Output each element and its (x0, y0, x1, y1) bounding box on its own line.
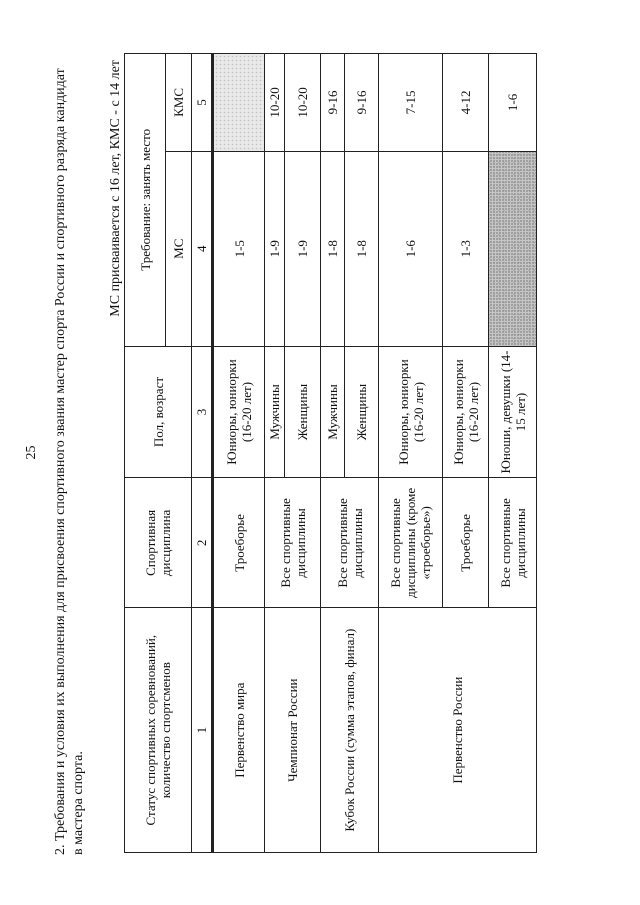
column-number: 3 (192, 346, 213, 478)
table-row (321, 54, 345, 853)
ms-cell: 1-9 (285, 151, 321, 346)
gender-age-cell: Мужчины (265, 346, 285, 478)
gender-age-cell: Юниоры, юниорки (16-20 лет) (379, 346, 443, 478)
ms-cell: 1-8 (345, 151, 379, 346)
assignment-age-note: МС присваивается с 16 лет, КМС - с 14 лет (108, 60, 123, 317)
table-row (265, 54, 285, 853)
header-row (125, 54, 166, 853)
ms-cell-shaded (489, 151, 537, 346)
discipline-cell: Все спортивные дисциплины (489, 478, 537, 608)
column-number: 1 (192, 608, 213, 853)
kms-cell: 9-16 (321, 54, 345, 152)
requirements-table (124, 53, 537, 853)
intro-paragraph: 2. Требования и условия их выполнения для присвоения спортивного звания мастер спорта России и спортивного разряда кандидат в мастера спорта. (53, 68, 86, 855)
gender-age-cell: Женщины (345, 346, 379, 478)
gender-age-cell: Женщины (285, 346, 321, 478)
table-row (379, 54, 443, 853)
ms-cell: 1-3 (443, 151, 489, 346)
header-kms: КМС (166, 54, 192, 152)
discipline-cell: Все спортивные дисциплины (265, 478, 321, 608)
header-status: Статус спортивных соревнований, количество спортсменов (125, 608, 192, 853)
ms-cell: 1-5 (213, 151, 265, 346)
column-number-row (192, 54, 213, 853)
table-row (213, 54, 265, 853)
kms-cell: 10-20 (265, 54, 285, 152)
discipline-cell: Троеборье (213, 478, 265, 608)
ms-cell: 1-9 (265, 151, 285, 346)
header-requirement: Требование: занять место (125, 54, 166, 347)
gender-age-cell: Юниоры, юниорки (16-20 лет) (213, 346, 265, 478)
gender-age-cell: Мужчины (321, 346, 345, 478)
status-cell: Первенство мира (213, 608, 265, 853)
ms-cell: 1-6 (379, 151, 443, 346)
status-cell: Первенство России (379, 608, 537, 853)
column-number: 4 (192, 151, 213, 346)
kms-cell: 9-16 (345, 54, 379, 152)
header-ms: МС (166, 151, 192, 346)
kms-cell: 1-6 (489, 54, 537, 152)
gender-age-cell: Юноши, девушки (14-15 лет) (489, 346, 537, 478)
kms-cell-shaded (213, 54, 265, 152)
status-cell: Кубок России (сумма этапов, финал) (321, 608, 379, 853)
header-discipline: Спортивная дисциплина (125, 478, 192, 608)
ms-cell: 1-8 (321, 151, 345, 346)
header-gender-age: Пол, возраст (125, 346, 192, 478)
kms-cell: 4-12 (443, 54, 489, 152)
gender-age-cell: Юниоры, юниорки (16-20 лет) (443, 346, 489, 478)
discipline-cell: Все спортивные дисциплины (кроме «троеборье») (379, 478, 443, 608)
column-number: 5 (192, 54, 213, 152)
kms-cell: 7-15 (379, 54, 443, 152)
discipline-cell: Все спортивные дисциплины (321, 478, 379, 608)
page-number: 25 (24, 445, 39, 460)
discipline-cell: Троеборье (443, 478, 489, 608)
kms-cell: 10-20 (285, 54, 321, 152)
column-number: 2 (192, 478, 213, 608)
status-cell: Чемпионат России (265, 608, 321, 853)
